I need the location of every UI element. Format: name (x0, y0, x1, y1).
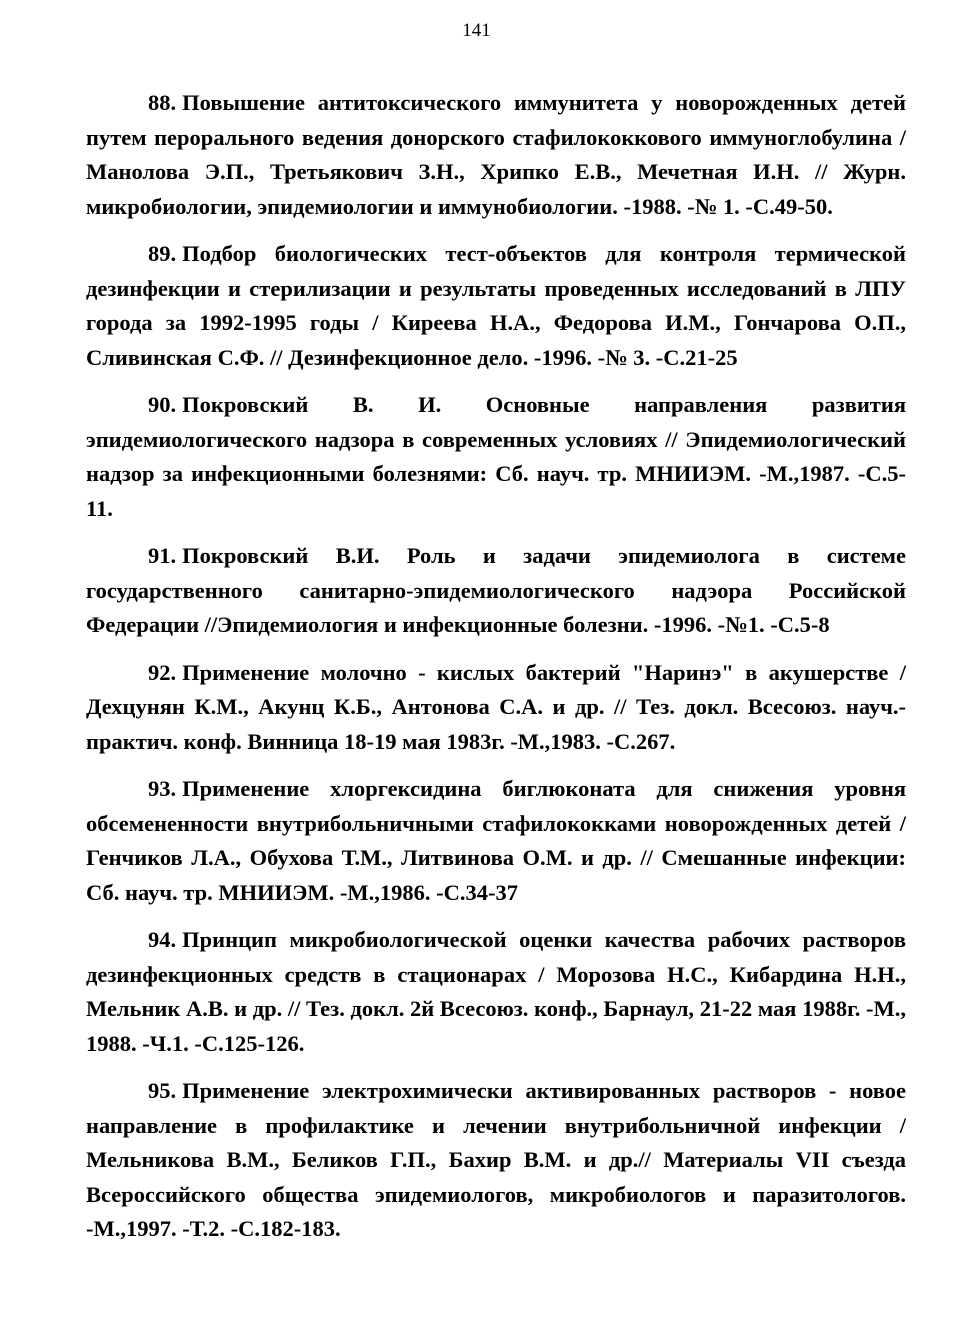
reference-number: 93. (148, 776, 177, 801)
page-number: 141 (462, 20, 491, 41)
reference-text: Применение хлоргексидина биглюконата для снижения уровня обсемененности внутрибольничными стафилококками новорожденных детей / Генчиков Л.А., Обухова Т.М., Литвинова О.М. и др. // Смешанные инфекции: Сб. науч. тр. МНИИЭМ. -М.,1986. -С.34-37 (86, 776, 906, 905)
reference-item (86, 656, 906, 760)
reference-number: 91. (148, 543, 177, 568)
reference-item (86, 772, 906, 910)
reference-list (86, 86, 906, 1260)
reference-number: 89. (148, 241, 177, 266)
reference-item (86, 1074, 906, 1247)
reference-item (86, 539, 906, 643)
reference-number: 92. (148, 659, 177, 685)
reference-item (86, 388, 906, 526)
reference-item (86, 86, 906, 224)
reference-number: 90. (148, 392, 177, 417)
reference-text: Применение молочно - кислых бактерий "Наринэ" в акушерстве / Дехцунян К.М., Акунц К.Б., Антонова С.А. и др. // Тез. докл. Всесоюз. науч.-практич. конф. Винница 18-19 мая 1983г. -М.,1983. -С.267. (86, 659, 906, 754)
reference-text: Применение электрохимически активированных растворов - новое направление в профилактике и лечении внутрибольничной инфекции / Мельникова В.М., Беликов Г.П., Бахир В.М. и др.// Материалы VII съезда Всероссийского общества эпидемиологов, микробиологов и паразитологов. -М.,1997. -Т.2. -С.182-183. (86, 1078, 906, 1241)
reference-text: Покровский В. И. Основные направления развития эпидемиологического надзора в современных условиях // Эпидемиологический надзор за инфекционными болезнями: Сб. науч. тр. МНИИЭМ. -М.,1987. -С.5-11. (86, 392, 906, 521)
reference-number: 95. (148, 1078, 177, 1103)
reference-item (86, 923, 906, 1061)
reference-item (86, 237, 906, 375)
reference-number: 94. (148, 927, 177, 952)
reference-text: Повышение антитоксического иммунитета у новорожденных детей путем перорального ведения донорского стафилококкового иммуноглобулина /Манолова Э.П., Третьякович З.Н., Хрипко Е.В., Мечетная И.Н. // Журн. микробиологии, эпидемиологии и иммунобиологии. -1988. -№ 1. -С.49-50. (86, 90, 906, 219)
reference-text: Принцип микробиологической оценки качества рабочих растворов дезинфекционных средств в стационарах / Морозова Н.С., Кибардина Н.Н., Мельник А.В. и др. // Тез. докл. 2й Всесоюз. конф., Барнаул, 21-22 мая 1988г. -М., 1988. -Ч.1. -С.125-126. (86, 927, 906, 1056)
reference-text: Покровский В.И. Роль и задачи эпидемиолога в системе государственного санитарно-эпидемиологического надэора Российской Федерации //Эпидемиология и инфекционные болезни. -1996. -№1. -С.5-8 (86, 543, 906, 637)
reference-text: Подбор биологических тест-объектов для контроля термической дезинфекции и стерилизации и результаты проведенных исследований в ЛПУ города за 1992-1995 годы / Киреева Н.А., Федорова И.М., Гончарова О.П., Сливинская С.Ф. // Дезинфекционное дело. -1996. -№ 3. -С.21-25 (86, 241, 906, 370)
reference-number: 88. (148, 90, 177, 115)
